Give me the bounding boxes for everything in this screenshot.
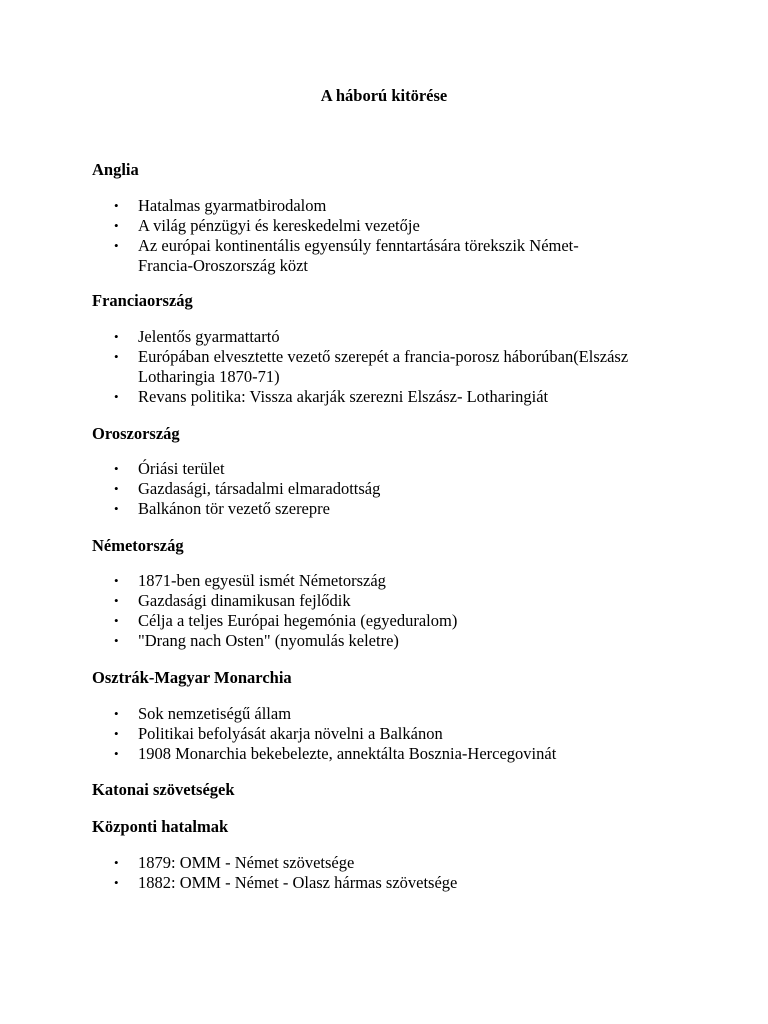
- bullet-icon: •: [114, 613, 119, 628]
- list-item: • Gazdasági dinamikusan fejlődik: [114, 591, 351, 610]
- heading-osztrak-magyar-monarchia: Osztrák-Magyar Monarchia: [92, 668, 292, 687]
- list-item-continuation: Francia-Oroszország közt: [138, 256, 308, 275]
- list-oroszorszag: [92, 459, 692, 519]
- list-item: • 1879: OMM - Német szövetsége: [114, 853, 355, 872]
- list-item: • Balkánon tör vezető szerepre: [114, 499, 330, 518]
- bullet-icon: •: [114, 501, 119, 516]
- list-item: • Óriási terület: [114, 459, 225, 478]
- bullet-icon: •: [114, 238, 119, 253]
- list-nemetorszag: [92, 571, 692, 651]
- list-franciaorszag: [92, 327, 692, 407]
- list-kozponti-hatalmak: [92, 853, 692, 893]
- bullet-icon: •: [114, 746, 119, 761]
- bullet-icon: •: [114, 329, 119, 344]
- heading-kozponti-hatalmak: Központi hatalmak: [92, 817, 229, 836]
- bullet-icon: •: [114, 218, 119, 233]
- list-item: • 1882: OMM - Német - Olasz hármas szövetsége: [114, 873, 458, 892]
- list-item: • Jelentős gyarmattartó: [114, 327, 280, 346]
- list-item-continuation: Lotharingia 1870-71): [138, 367, 280, 386]
- list-item: • "Drang nach Osten" (nyomulás keletre): [114, 631, 399, 650]
- heading-oroszorszag: Oroszország: [92, 424, 180, 443]
- bullet-icon: •: [114, 198, 119, 213]
- bullet-icon: •: [114, 349, 119, 364]
- list-anglia: [92, 196, 692, 276]
- bullet-icon: •: [114, 481, 119, 496]
- list-item: • Politikai befolyását akarja növelni a Balkánon: [114, 724, 443, 743]
- list-item: • Hatalmas gyarmatbirodalom: [114, 196, 327, 215]
- bullet-icon: •: [114, 706, 119, 721]
- heading-nemetorszag: Németország: [92, 536, 184, 555]
- list-item: • 1908 Monarchia bekebelezte, annektálta Bosznia-Hercegovinát: [114, 744, 557, 763]
- bullet-icon: •: [114, 461, 119, 476]
- list-item: • Az európai kontinentális egyensúly fenntartására törekszik Német-: [114, 236, 579, 255]
- bullet-icon: •: [114, 726, 119, 741]
- bullet-icon: •: [114, 633, 119, 648]
- heading-katonai-szovetsegek: Katonai szövetségek: [92, 780, 235, 799]
- bullet-icon: •: [114, 855, 119, 870]
- list-item: • 1871-ben egyesül ismét Németország: [114, 571, 386, 590]
- list-item: • Európában elvesztette vezető szerepét a francia-porosz háborúban(Elszász: [114, 347, 629, 366]
- list-item: • A világ pénzügyi és kereskedelmi vezetője: [114, 216, 420, 235]
- document-title: A háború kitörése: [320, 86, 448, 105]
- list-item: • Revans politika: Vissza akarják szerezni Elszász- Lotharingiát: [114, 387, 549, 406]
- heading-anglia: Anglia: [92, 160, 139, 179]
- list-osztrak-magyar-monarchia: [92, 704, 692, 764]
- bullet-icon: •: [114, 875, 119, 890]
- list-item: • Célja a teljes Európai hegemónia (egyeduralom): [114, 611, 458, 630]
- heading-franciaorszag: Franciaország: [92, 291, 193, 310]
- list-item: • Gazdasági, társadalmi elmaradottság: [114, 479, 381, 498]
- list-item: • Sok nemzetiségű állam: [114, 704, 292, 723]
- bullet-icon: •: [114, 573, 119, 588]
- bullet-icon: •: [114, 389, 119, 404]
- bullet-icon: •: [114, 593, 119, 608]
